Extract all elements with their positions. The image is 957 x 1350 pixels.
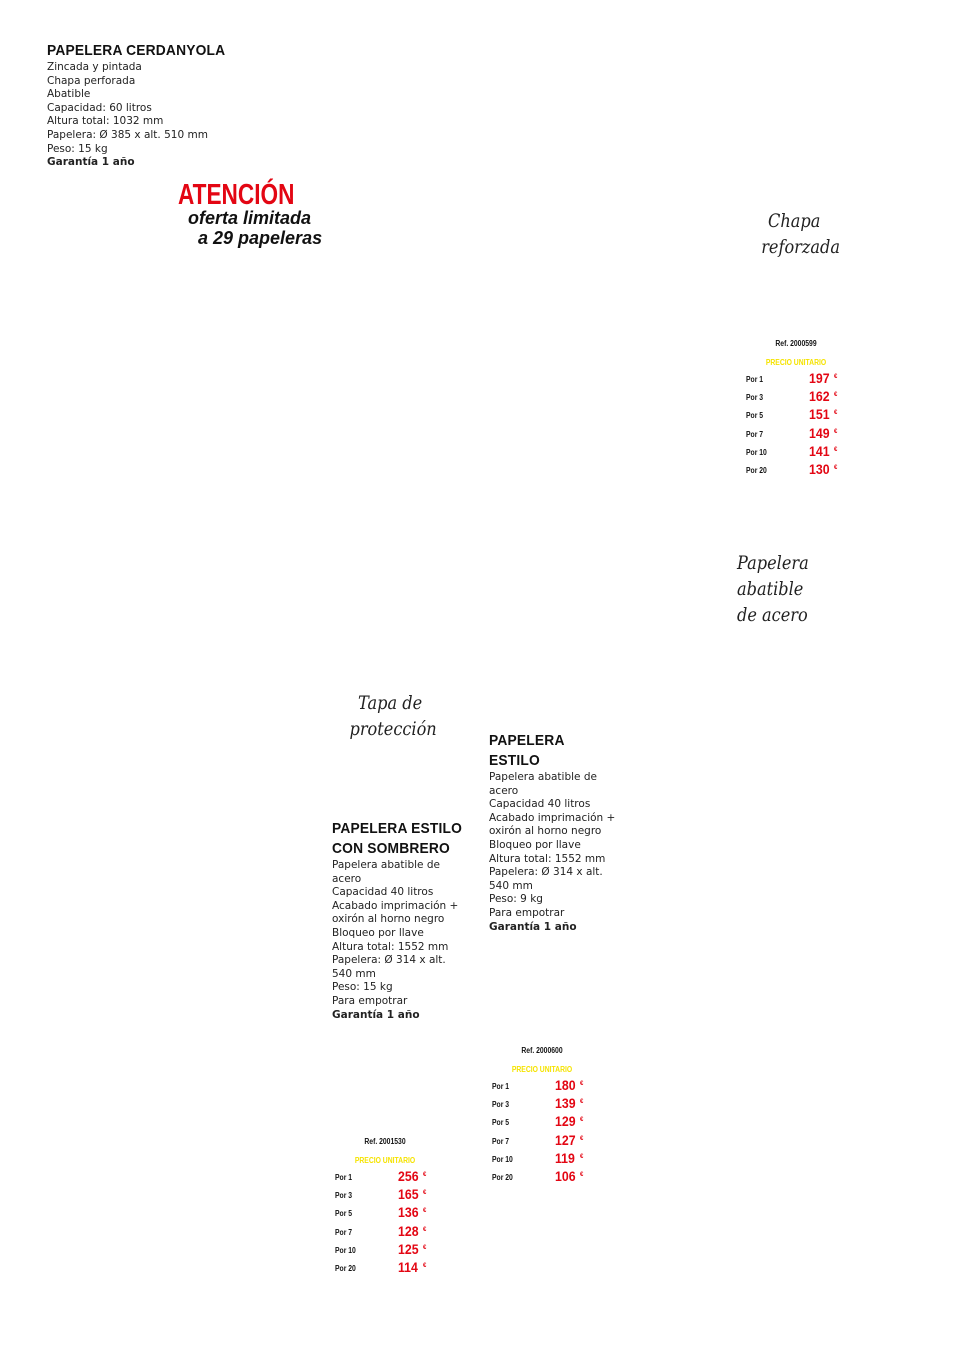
currency-symbol: € xyxy=(580,1099,584,1106)
price-value: 127 xyxy=(555,1131,576,1148)
price-value: 256 xyxy=(398,1168,419,1184)
spec-line: Altura total: 1552 mm xyxy=(489,852,606,865)
price-qty: Por 20 xyxy=(492,1172,513,1182)
currency-symbol: € xyxy=(834,446,838,453)
spec-line: Papelera: Ø 385 x alt. 510 mm xyxy=(47,128,208,141)
price-value: 136 xyxy=(398,1204,419,1221)
price-value: 130 xyxy=(809,460,830,477)
price-value: 119 xyxy=(555,1149,575,1166)
price-row xyxy=(746,388,856,406)
spec-line: Capacidad 40 litros xyxy=(489,798,591,811)
price-row xyxy=(335,1259,445,1277)
price-qty: Por 3 xyxy=(746,393,764,403)
currency-symbol: € xyxy=(423,1172,427,1178)
price-qty: Por 1 xyxy=(746,375,764,384)
price-qty: Por 10 xyxy=(492,1154,513,1164)
price-value: 128 xyxy=(398,1222,419,1239)
price-value: 162 xyxy=(809,388,830,405)
price-header: PRECIO UNITARIO xyxy=(765,358,827,367)
price-row xyxy=(335,1241,445,1259)
price-table-sombrero xyxy=(335,1137,445,1277)
spec-line: Chapa perforada xyxy=(47,74,136,87)
spec-line: Papelera: Ø 314 x alt. 540 mm xyxy=(489,866,603,892)
price-qty: Por 3 xyxy=(492,1100,510,1110)
ref-code: Ref. 2000599 xyxy=(775,339,817,348)
cerdanyola-specs xyxy=(47,61,241,170)
spec-line: Acabado imprimación + oxirón al horno negro xyxy=(332,899,459,926)
price-table-estilo xyxy=(492,1046,602,1186)
sombrero-title-2: CON SOMBRERO xyxy=(332,840,450,857)
price-qty: Por 5 xyxy=(335,1209,353,1219)
price-row xyxy=(492,1150,602,1168)
spec-line: Acabado imprimación + oxirón al horno negro xyxy=(489,811,616,838)
price-table-cerdanyola xyxy=(746,339,856,479)
price-row xyxy=(492,1132,602,1150)
spec-line: Altura total: 1552 mm xyxy=(332,940,449,953)
callout-tapa xyxy=(349,690,437,742)
callout-line: Tapa de xyxy=(358,692,423,714)
spec-line: Para empotrar xyxy=(489,906,565,919)
estilo-specs xyxy=(489,771,619,934)
spec-line: Abatible xyxy=(47,88,91,101)
callout-line: protección xyxy=(349,718,437,740)
price-value: 151 xyxy=(809,406,830,423)
price-row xyxy=(492,1113,602,1131)
price-row xyxy=(335,1204,445,1222)
callout-line: Papelera xyxy=(737,552,809,574)
warranty: Garantía 1 año xyxy=(332,1008,420,1021)
currency-symbol: € xyxy=(580,1153,584,1160)
price-row xyxy=(746,461,856,479)
promo-line-2: a 29 papeleras xyxy=(198,228,323,248)
price-qty: Por 5 xyxy=(746,411,764,421)
cerdanyola-title: PAPELERA CERDANYOLA xyxy=(47,42,226,59)
currency-symbol: € xyxy=(834,392,838,399)
price-row xyxy=(492,1077,602,1095)
ref-code: Ref. 2000600 xyxy=(521,1046,563,1055)
callout-line: Chapa xyxy=(768,210,821,232)
price-qty: Por 10 xyxy=(746,447,767,457)
currency-symbol: € xyxy=(423,1190,427,1197)
price-value: 139 xyxy=(555,1095,576,1112)
price-value: 114 xyxy=(398,1258,418,1275)
currency-symbol: € xyxy=(834,410,838,417)
estilo-title-2: ESTILO xyxy=(489,752,540,769)
price-value: 106 xyxy=(555,1167,576,1184)
price-row xyxy=(335,1168,445,1186)
currency-symbol: € xyxy=(834,428,838,435)
spec-line: Bloqueo por llave xyxy=(489,838,581,851)
currency-symbol: € xyxy=(580,1135,584,1142)
promo-line-1: oferta limitada xyxy=(188,208,312,228)
price-value: 165 xyxy=(398,1186,419,1203)
currency-symbol: € xyxy=(423,1226,427,1233)
price-qty: Por 1 xyxy=(492,1082,510,1091)
price-value: 197 xyxy=(809,370,830,386)
callout-line: reforzada xyxy=(761,236,841,258)
price-qty: Por 7 xyxy=(335,1227,353,1237)
callout-line: de acero xyxy=(737,604,808,626)
price-row xyxy=(746,443,856,461)
price-row xyxy=(335,1223,445,1241)
spec-line: Peso: 15 kg xyxy=(332,981,393,994)
price-qty: Por 5 xyxy=(492,1118,510,1128)
spec-line: Papelera abatible de acero xyxy=(332,859,440,885)
sombrero-specs xyxy=(332,859,462,1022)
price-qty: Por 20 xyxy=(335,1263,356,1273)
currency-symbol: € xyxy=(423,1208,427,1215)
price-qty: Por 3 xyxy=(335,1191,353,1201)
price-row xyxy=(746,370,856,388)
currency-symbol: € xyxy=(423,1244,427,1251)
callout-line: abatible xyxy=(737,578,804,600)
price-value: 129 xyxy=(555,1113,576,1130)
price-row xyxy=(335,1186,445,1204)
price-qty: Por 1 xyxy=(335,1173,353,1182)
price-value: 149 xyxy=(809,424,830,441)
currency-symbol: € xyxy=(423,1262,427,1269)
cerdanyola-block xyxy=(47,41,241,170)
price-qty: Por 20 xyxy=(746,465,767,475)
price-qty: Por 7 xyxy=(746,429,764,439)
price-value: 180 xyxy=(555,1077,576,1093)
price-qty: Por 10 xyxy=(335,1245,356,1255)
spec-line: Para empotrar xyxy=(332,994,408,1007)
currency-symbol: € xyxy=(834,464,838,471)
spec-line: Bloqueo por llave xyxy=(332,926,424,939)
spec-line: Altura total: 1032 mm xyxy=(47,115,164,128)
currency-symbol: € xyxy=(580,1171,584,1178)
spec-line: Peso: 15 kg xyxy=(47,142,108,155)
spec-line: Zincada y pintada xyxy=(47,61,142,73)
callout-chapa xyxy=(761,208,841,260)
callout-abatible xyxy=(737,550,809,628)
price-row xyxy=(746,406,856,424)
price-row xyxy=(746,425,856,443)
sombrero-block xyxy=(332,819,462,1022)
price-qty: Por 7 xyxy=(492,1136,510,1146)
spec-line: Capacidad 40 litros xyxy=(332,886,434,899)
price-value: 141 xyxy=(809,442,830,459)
sombrero-title-1: PAPELERA ESTILO xyxy=(332,820,463,837)
estilo-title-1: PAPELERA xyxy=(489,732,565,749)
currency-symbol: € xyxy=(834,374,838,380)
spec-line: Peso: 9 kg xyxy=(489,893,543,906)
price-value: 125 xyxy=(398,1240,419,1257)
price-row xyxy=(492,1168,602,1186)
price-row xyxy=(492,1095,602,1113)
promo-headline: ATENCIÓN xyxy=(178,179,295,211)
spec-line: Capacidad: 60 litros xyxy=(47,101,152,114)
price-header: PRECIO UNITARIO xyxy=(511,1065,573,1074)
currency-symbol: € xyxy=(580,1081,584,1087)
estilo-block xyxy=(489,731,619,934)
price-header: PRECIO UNITARIO xyxy=(354,1156,416,1165)
currency-symbol: € xyxy=(580,1117,584,1124)
spec-line: Papelera: Ø 314 x alt. 540 mm xyxy=(332,954,446,980)
warranty: Garantía 1 año xyxy=(47,156,135,169)
ref-code: Ref. 2001530 xyxy=(364,1137,406,1146)
spec-line: Papelera abatible de acero xyxy=(489,771,597,797)
warranty: Garantía 1 año xyxy=(489,920,577,933)
